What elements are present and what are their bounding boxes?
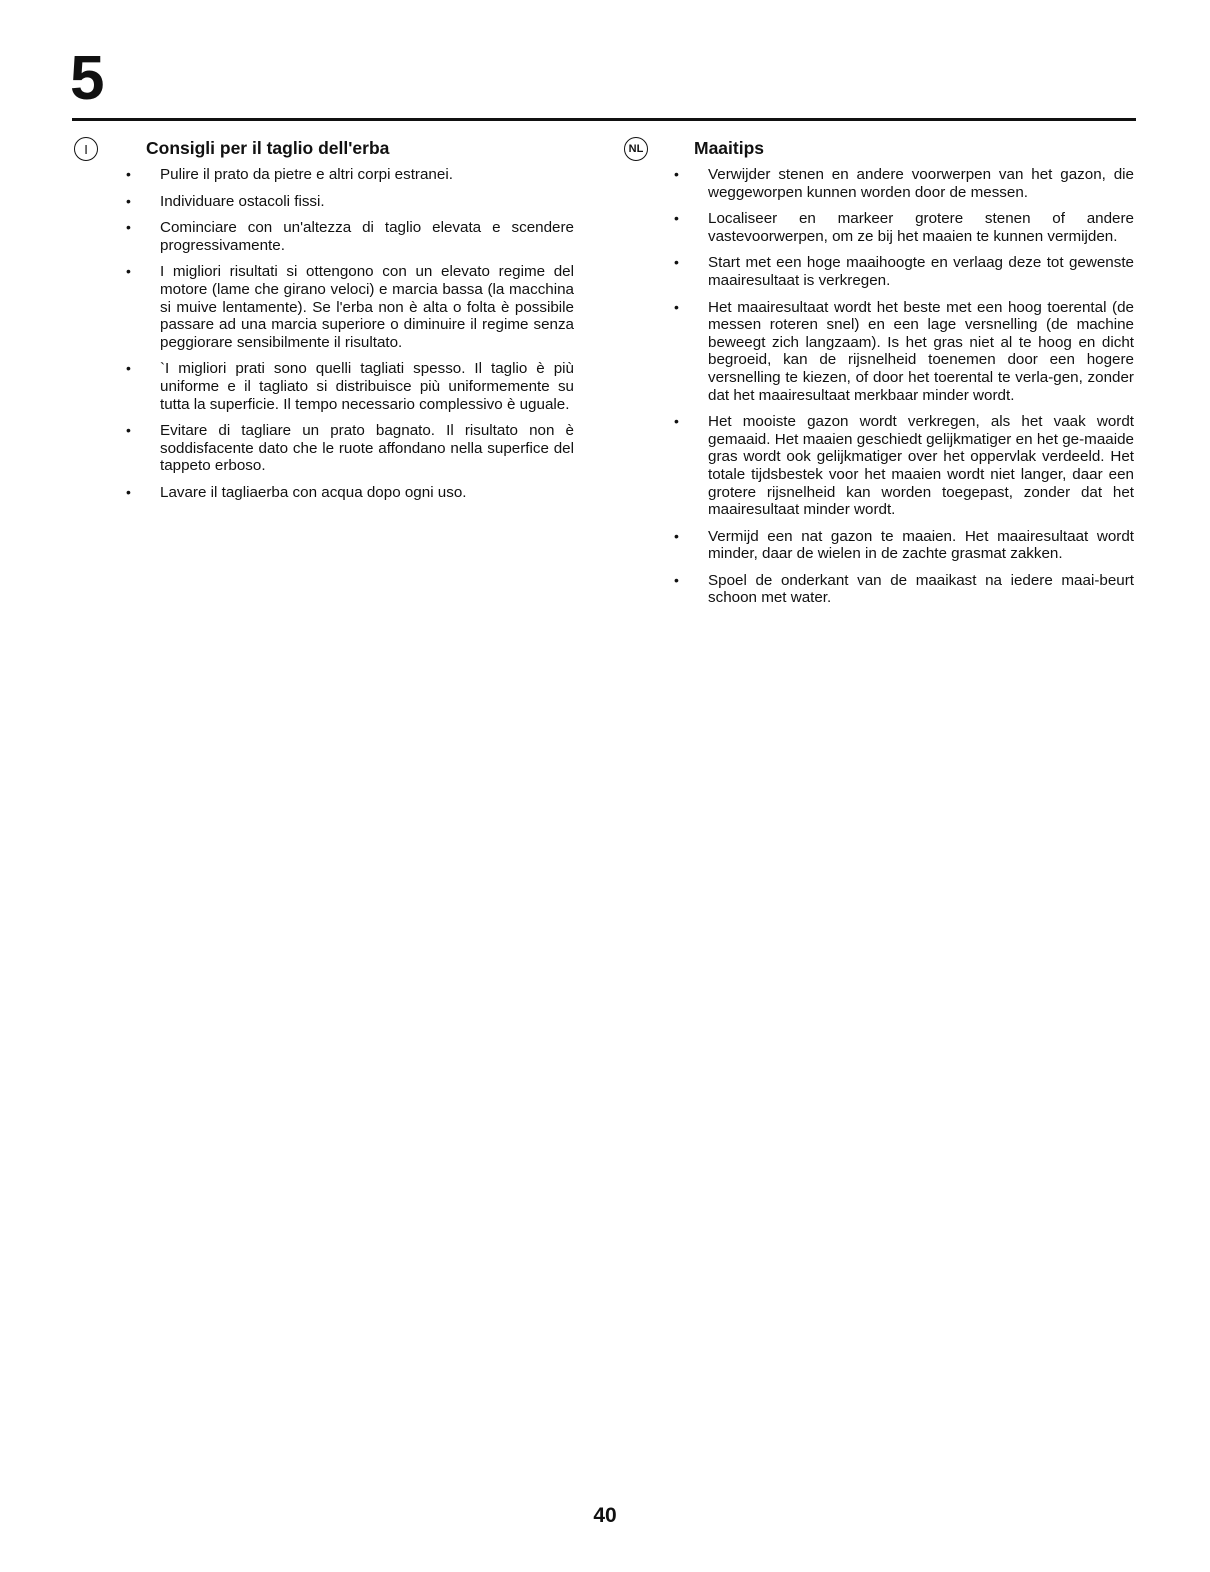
italian-heading (74, 134, 574, 164)
section-title: Consigli per il taglio dell'erba (146, 138, 390, 159)
list-item: • I migliori risultati si ottengono con un elevato regime del motore (lame che girano veloci) e marcia bassa (la macchina si muive lentamente). Se l'erba non è alta o folta è possibile passare ad una marcia superiore o diminuire il regime senza peggiorare sensibilmente il risultato. (126, 263, 574, 351)
italian-column (74, 134, 574, 511)
header-rule (72, 118, 1136, 121)
list-item: • Het maairesultaat wordt het beste met een hoog toerental (de messen roteren snel) en een lage versnelling (de machine beweegt zich langzaam). Is het gras niet al te hoog en dicht begroeid, kan de rijsnelheid toenemen door een hogere versnelling te kiezen, of door het toerental te verla-gen, zonder dat het maairesultaat merkbaar minder wordt. (674, 298, 1134, 404)
bullet-icon: • (126, 422, 131, 439)
bullet-icon: • (126, 360, 131, 377)
language-badge-icon: NL (624, 137, 648, 161)
page-number: 40 (593, 1504, 617, 1527)
list-item: • Cominciare con un'altezza di taglio elevata e scendere progressivamente. (126, 219, 574, 254)
bullet-icon: • (126, 263, 131, 280)
bullet-icon: • (674, 210, 679, 227)
bullet-icon: • (126, 483, 131, 500)
bullet-icon: • (126, 166, 131, 182)
list-item: • Lavare il tagliaerba con acqua dopo ogni uso. (126, 483, 467, 501)
tips-list (74, 166, 574, 502)
bullet-icon: • (674, 571, 679, 588)
bullet-icon: • (674, 166, 679, 182)
list-item: • Evitare di tagliare un prato bagnato. Il risultato non è soddisfacente dato che le ruote affondano nella superfice del tappeto erboso. (126, 422, 574, 475)
chapter-number: 5 (70, 44, 105, 113)
list-item: • Spoel de onderkant van de maaikast na iedere maai-beurt schoon met water. (674, 571, 1134, 607)
bullet-icon: • (126, 219, 131, 236)
bullet-icon: • (674, 527, 679, 544)
list-item: • Start met een hoge maaihoogte en verlaag deze tot gewenste maairesultaat is verkregen. (674, 254, 1134, 289)
bullet-icon: • (126, 192, 131, 209)
list-item: • Verwijder stenen en andere voorwerpen van het gazon, die weggeworpen kunnen worden door de messen. (674, 166, 1134, 201)
bullet-icon: • (674, 413, 679, 430)
list-item: • Vermijd een nat gazon te maaien. Het maairesultaat wordt minder, daar de wielen in de zachte grasmat zakken. (674, 527, 1134, 563)
tips-list (624, 166, 1134, 607)
list-item: • `I migliori prati sono quelli tagliati spesso. Il taglio è più uniforme e il tagliato si distribuisce più uniformemente su tutta la superficie. Il tempo necessario complessivo è uguale. (126, 360, 574, 413)
dutch-heading (624, 134, 1134, 164)
list-item: • Individuare ostacoli fissi. (126, 192, 325, 210)
list-item: • Localiseer en markeer grotere stenen of andere vastevoorwerpen, om ze bij het maaien te kunnen vermijden. (674, 210, 1134, 245)
section-title: Maaitips (694, 138, 765, 159)
bullet-icon: • (674, 298, 679, 315)
bullet-icon: • (674, 254, 679, 271)
dutch-column (624, 134, 1134, 616)
list-item: • Het mooiste gazon wordt verkregen, als het vaak wordt gemaaid. Het maaien geschiedt gelijkmatiger en het ge-maaide gras wordt ook gelijkmatiger over het oppervlak verdeeld. Het totale tijdsbestek voor het maaien wordt niet langer, daar een grotere rijsnelheid kan worden toegepast, zonder dat het maairesultaat minder wordt. (674, 413, 1134, 519)
list-item: • Pulire il prato da pietre e altri corpi estranei. (126, 166, 453, 183)
language-badge-icon: I (74, 137, 98, 161)
